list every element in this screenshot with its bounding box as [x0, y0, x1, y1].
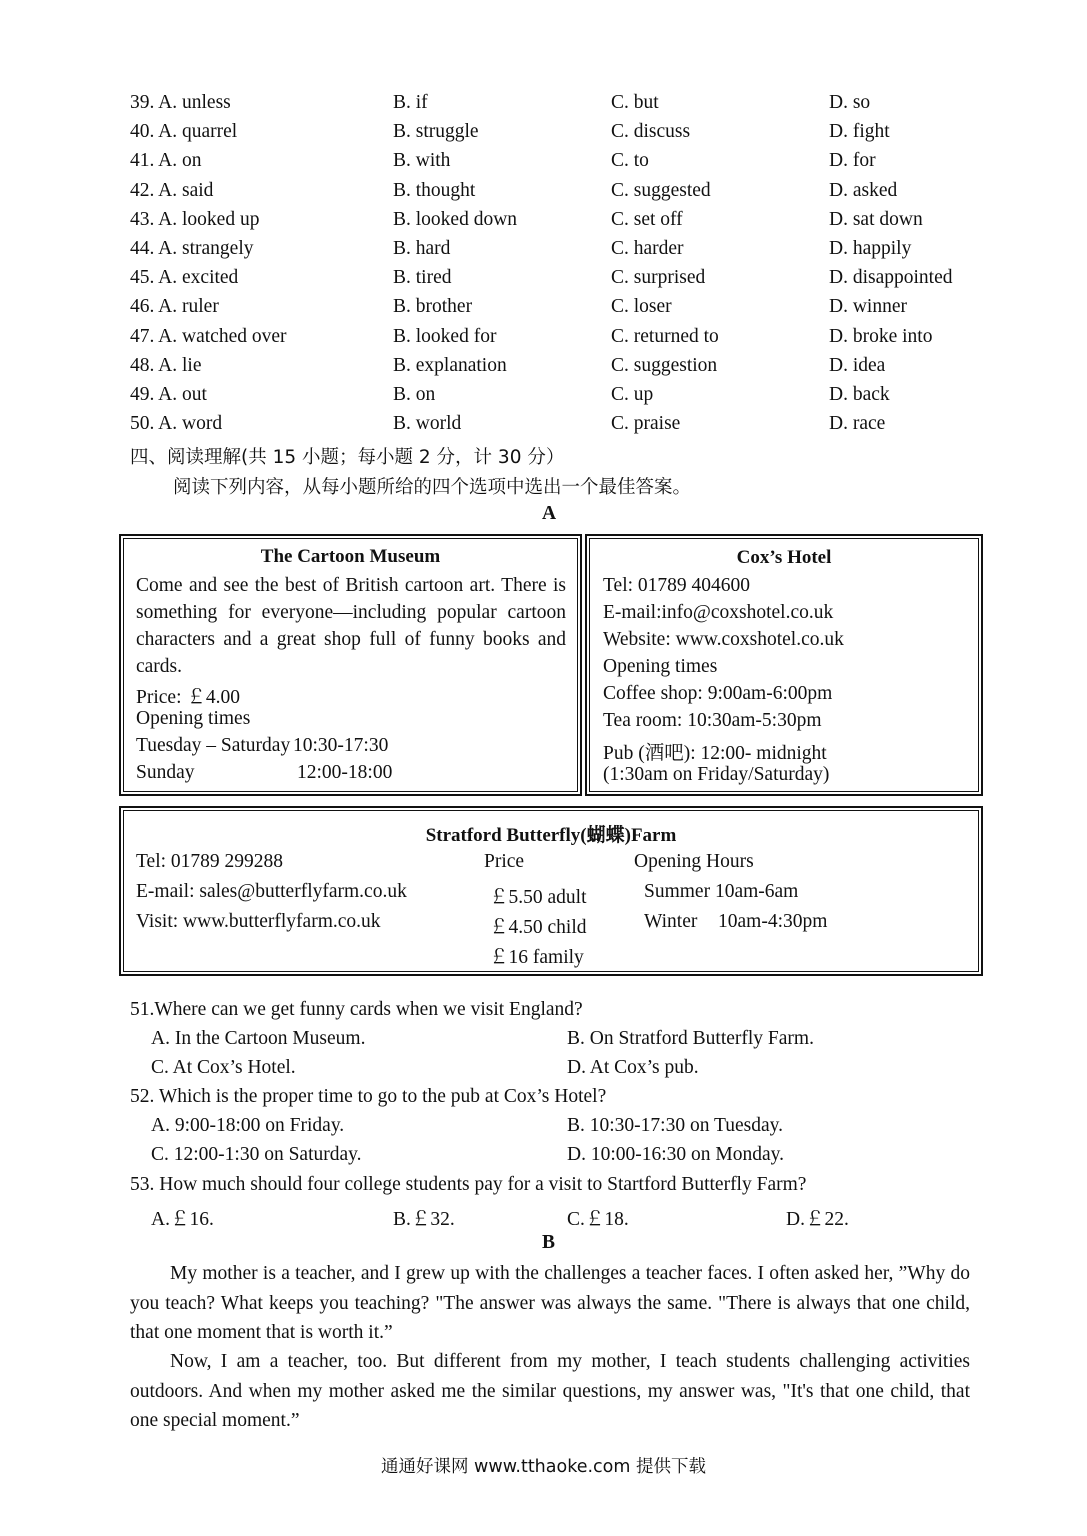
farm-price-child: ￡4.50 child — [489, 917, 587, 938]
farm-tel: Tel: 01789 299288 — [136, 851, 284, 872]
q51-option-c: C. At Cox’s Hotel. — [151, 1057, 296, 1078]
cartoon-price: Price: ￡4.00 — [136, 687, 240, 708]
option-row — [0, 296, 1087, 324]
option-n: 43. A. looked up — [130, 208, 260, 230]
section-heading: 四、阅读理解(共 15 小题；每小题 2 分，计 30 分） — [130, 447, 565, 468]
option-c: C. up — [611, 384, 654, 405]
option-d: D. asked — [829, 179, 898, 201]
option-n: 47. A. watched over — [130, 325, 287, 347]
option-b: B. if — [393, 92, 428, 113]
passage-label-a: A — [542, 503, 557, 524]
option-row — [0, 267, 1087, 295]
option-c: C. to — [611, 150, 649, 172]
q52-option-c: C. 12:00-1:30 on Saturday. — [151, 1144, 362, 1165]
option-d: D. disappointed — [829, 267, 953, 289]
cartoon-title: The Cartoon Museum — [260, 546, 441, 567]
option-n: 40. A. quarrel — [130, 121, 238, 143]
coxs-hotel-box — [585, 534, 983, 796]
option-b: B. tired — [393, 267, 452, 289]
option-n: 48. A. lie — [130, 354, 202, 376]
option-c: C. suggested — [611, 179, 711, 201]
option-n: 49. A. out — [130, 384, 207, 405]
cartoon-opening-label: Opening times — [136, 708, 251, 729]
q52-option-a: A. 9:00-18:00 on Friday. — [151, 1115, 345, 1136]
option-row — [0, 384, 1087, 412]
option-row — [0, 92, 1087, 120]
option-n: 50. A. word — [130, 413, 223, 435]
farm-hours-summer: Summer 10am-6am — [644, 881, 799, 902]
option-c: C. loser — [611, 296, 672, 318]
hotel-pub-note: (1:30am on Friday/Saturday) — [603, 764, 830, 785]
option-b: B. with — [393, 150, 451, 172]
farm-title: Stratford Butterfly(蝴蝶)Farm — [425, 825, 677, 846]
cartoon-sunday-time: 12:00-18:00 — [297, 762, 393, 783]
option-d: D. back — [829, 384, 890, 405]
option-c: C. praise — [611, 413, 681, 435]
option-n: 46. A. ruler — [130, 296, 219, 318]
option-row — [0, 238, 1087, 266]
option-b: B. explanation — [393, 354, 507, 376]
farm-price-heading: Price — [484, 851, 525, 872]
farm-email: E-mail: sales@butterflyfarm.co.uk — [136, 881, 407, 902]
cartoon-museum-box — [119, 534, 582, 796]
option-c: C. discuss — [611, 121, 691, 143]
passage-label-b: B — [542, 1232, 556, 1253]
hotel-pub: Pub (酒吧): 12:00- midnight — [603, 743, 827, 764]
farm-hours-winter-label: Winter — [644, 911, 698, 932]
page-footer: 通通好课网 www.tthaoke.com 提供下载 — [381, 1457, 706, 1477]
option-d: D. sat down — [829, 208, 923, 230]
option-row — [0, 121, 1087, 149]
q51-option-b: B. On Stratford Butterfly Farm. — [567, 1028, 814, 1049]
option-b: B. hard — [393, 238, 451, 259]
q53-option-c: C.￡18. — [567, 1209, 629, 1230]
option-b: B. looked down — [393, 208, 518, 230]
option-d: D. winner — [829, 296, 907, 318]
hotel-email: E-mail:info@coxshotel.co.uk — [603, 602, 834, 623]
option-c: C. surprised — [611, 267, 706, 289]
option-n: 45. A. excited — [130, 267, 239, 289]
option-b: B. thought — [393, 179, 476, 201]
q53-option-b: B.￡32. — [393, 1209, 455, 1230]
option-row — [0, 413, 1087, 441]
passage-b-paragraph-1: My mother is a teacher, and I grew up with the challenges a teacher faces. I often asked her, ”Why do you teach? What keeps you teaching? "The answer was always the same. "There is always that one child, that one moment that is worth it.” — [130, 1263, 970, 1343]
option-b: B. brother — [393, 296, 473, 318]
option-row — [0, 355, 1087, 383]
hotel-tea-room: Tea room: 10:30am-5:30pm — [603, 710, 822, 731]
option-b: B. world — [393, 413, 462, 435]
q52-option-d: D. 10:00-16:30 on Monday. — [567, 1144, 785, 1165]
option-d: D. fight — [829, 121, 890, 143]
option-n: 39. A. unless — [130, 92, 231, 113]
q53-option-a: A.￡16. — [151, 1209, 214, 1230]
option-c: C. suggestion — [611, 354, 718, 376]
option-d: D. idea — [829, 354, 886, 376]
option-c: C. set off — [611, 208, 683, 230]
section-instruction: 阅读下列内容，从每小题所给的四个选项中选出一个最佳答案。 — [173, 477, 692, 498]
option-row — [0, 180, 1087, 208]
butterfly-farm-box — [119, 806, 983, 976]
hotel-website: Website: www.coxshotel.co.uk — [603, 629, 844, 650]
cartoon-weekday-label: Tuesday – Saturday — [136, 735, 291, 756]
option-b: B. struggle — [393, 121, 479, 143]
option-b: B. looked for — [393, 325, 497, 347]
hotel-title: Cox’s Hotel — [736, 547, 832, 568]
passage-b-paragraph-2: Now, I am a teacher, too. But different from my mother, I teach students challenging activities outdoors. And when my mother asked me the similar questions, my answer was, "It's that one child, that one special moment.” — [130, 1351, 970, 1431]
option-row — [0, 326, 1087, 354]
q51-option-d: D. At Cox’s pub. — [567, 1057, 699, 1078]
question-52: 52. Which is the proper time to go to the pub at Cox’s Hotel? — [130, 1086, 607, 1107]
option-d: D. for — [829, 150, 876, 172]
cartoon-sunday-label: Sunday — [136, 762, 195, 783]
farm-price-family: ￡16 family — [489, 947, 584, 968]
option-b: B. on — [393, 384, 436, 405]
hotel-opening-label: Opening times — [603, 656, 718, 677]
farm-hours-winter-time: 10am-4:30pm — [718, 911, 828, 932]
hotel-tel: Tel: 01789 404600 — [603, 575, 751, 596]
option-d: D. so — [829, 92, 871, 113]
option-n: 42. A. said — [130, 179, 214, 201]
option-row — [0, 209, 1087, 237]
farm-price-adult: ￡5.50 adult — [489, 887, 587, 908]
q51-option-a: A. In the Cartoon Museum. — [151, 1028, 366, 1049]
option-c: C. harder — [611, 238, 684, 259]
cartoon-weekday-time: 10:30-17:30 — [293, 735, 389, 756]
q53-option-d: D.￡22. — [786, 1209, 849, 1230]
farm-website: Visit: www.butterflyfarm.co.uk — [136, 911, 381, 932]
question-53: 53. How much should four college students pay for a visit to Startford Butterfly Farm? — [130, 1174, 807, 1195]
option-c: C. returned to — [611, 325, 719, 347]
farm-hours-heading: Opening Hours — [634, 851, 754, 872]
option-d: D. race — [829, 413, 886, 435]
option-row — [0, 150, 1087, 178]
option-c: C. but — [611, 92, 659, 113]
cartoon-description: Come and see the best of British cartoon art. There is something for everyone—including popular cartoon characters and a great shop full of funny books and cards. — [136, 575, 566, 677]
hotel-coffee-shop: Coffee shop: 9:00am-6:00pm — [603, 683, 833, 704]
option-n: 41. A. on — [130, 150, 202, 172]
option-d: D. broke into — [829, 325, 933, 347]
option-d: D. happily — [829, 238, 912, 259]
option-n: 44. A. strangely — [130, 238, 254, 259]
q52-option-b: B. 10:30-17:30 on Tuesday. — [567, 1115, 783, 1136]
question-51: 51.Where can we get funny cards when we visit England? — [130, 999, 583, 1020]
